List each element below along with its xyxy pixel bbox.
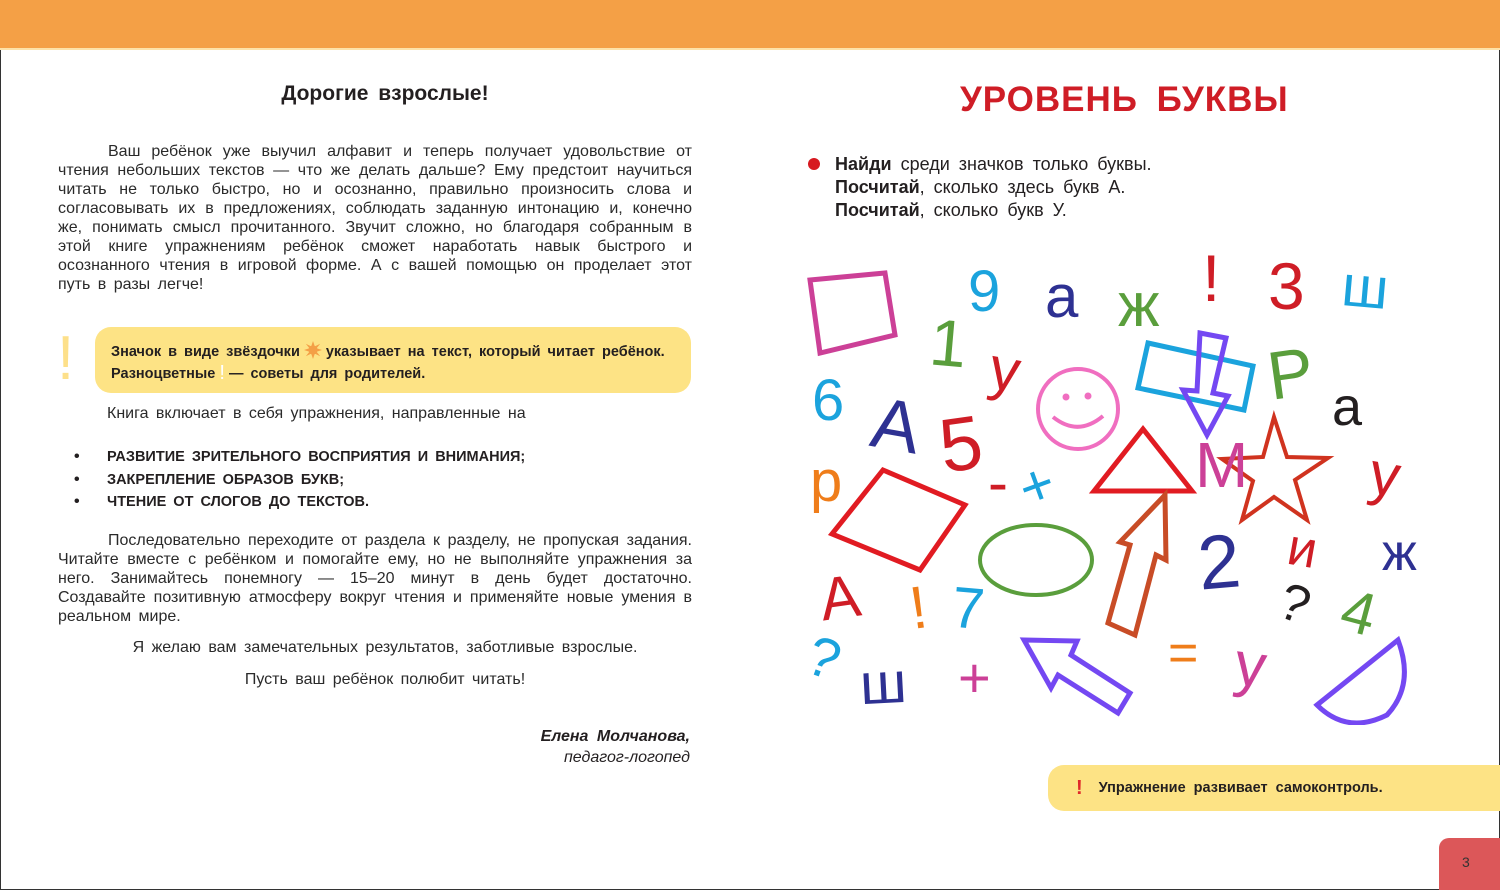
author-role: педагог-логопед xyxy=(564,749,690,766)
list-item: • ЗАКРЕПЛЕНИЕ ОБРАЗОВ БУКВ; xyxy=(72,469,525,492)
tip-box xyxy=(95,327,691,393)
advice-paragraph xyxy=(58,531,692,626)
star-burst-icon xyxy=(304,341,322,359)
green-ellipse-icon xyxy=(980,525,1092,595)
tip-text-1: Значок в виде звёздочки xyxy=(111,344,300,360)
note-box xyxy=(1048,765,1500,811)
task-line xyxy=(835,199,1152,222)
puzzle-glyph: 2 xyxy=(1194,518,1244,607)
puzzle-glyph: - xyxy=(988,449,1008,516)
puzzle-glyph: ? xyxy=(1270,571,1318,637)
pink-smiley-icon xyxy=(1038,369,1118,449)
puzzle-glyph: ! xyxy=(905,573,932,642)
puzzle-glyph: 5 xyxy=(934,399,988,490)
page-number: 3 xyxy=(1439,838,1500,890)
author-name: Елена Молчанова, xyxy=(540,728,690,745)
puzzle-glyph: ш xyxy=(858,649,909,718)
puzzle-glyph: 9 xyxy=(968,259,1001,324)
task-verb: Найди xyxy=(835,154,892,174)
advice-text: Последовательно переходите от раздела к разделу, не пропуская задания. Читайте вместе с ребёнком и помогайте ему, но не выполняйте упражнения за него. Занимайтесь понемногу — 15–20 минут в день будет достаточно. Создавайте позитивную атмосферу вокруг чтения и применяйте новые умения в реальном мире. xyxy=(58,532,692,625)
tip-text-2: указывает на текст, который читает ребёнок. Разноцветные xyxy=(111,344,665,382)
bullet-dot-icon xyxy=(808,158,820,170)
task-rest: , сколько букв У. xyxy=(919,200,1067,220)
puzzle-glyph: ш xyxy=(1339,253,1392,322)
puzzle-glyph: 6 xyxy=(812,368,845,433)
tip-text-3: — советы для родителей. xyxy=(228,366,426,382)
intro-paragraph xyxy=(58,142,692,294)
purple-half-circle-icon xyxy=(1317,640,1404,723)
puzzle-glyph: 3 xyxy=(1268,249,1305,323)
puzzle-glyph: А xyxy=(815,561,865,634)
puzzle-glyph: М xyxy=(1195,429,1249,501)
task-verb: Посчитай xyxy=(835,200,920,220)
puzzle-glyph: + xyxy=(958,646,991,709)
author-signature xyxy=(541,726,690,768)
pink-square-icon xyxy=(810,273,895,353)
purple-left-arrow-icon xyxy=(1024,640,1130,713)
puzzle-glyph: ? xyxy=(798,622,850,693)
puzzle-glyph: 4 xyxy=(1334,575,1384,650)
list-item: • РАЗВИТИЕ ЗРИТЕЛЬНОГО ВОСПРИЯТИЯ И ВНИМАНИЯ; xyxy=(72,446,525,469)
purple-down-arrow-icon xyxy=(1183,333,1228,435)
brown-up-arrow-icon xyxy=(1108,495,1166,635)
puzzle-glyph: ж xyxy=(1118,271,1160,340)
includes-lead: Книга включает в себя упражнения, направленные на xyxy=(107,405,526,422)
colored-exclamation-icon: ! xyxy=(219,362,225,384)
puzzle-glyph: + xyxy=(1009,449,1064,522)
right-page-title: УРОВЕНЬ БУКВЫ xyxy=(960,80,1289,119)
closing-line: Пусть ваш ребёнок полюбит читать! xyxy=(244,671,526,688)
task-line xyxy=(835,153,1152,176)
exclamation-icon: ! xyxy=(1076,777,1083,799)
note-text: Упражнение развивает самоконтроль. xyxy=(1098,780,1383,796)
task-line xyxy=(835,176,1152,199)
task-verb: Посчитай xyxy=(835,177,920,197)
list-item: • ЧТЕНИЕ ОТ СЛОГОВ ДО ТЕКСТОВ. xyxy=(72,491,525,514)
symbols-puzzle-area xyxy=(790,235,1450,725)
puzzle-glyph: у xyxy=(984,333,1026,406)
puzzle-glyph: а xyxy=(1045,263,1079,330)
puzzle-glyph: у xyxy=(1230,629,1271,702)
puzzle-glyph: ! xyxy=(1202,241,1221,315)
goals-list xyxy=(72,446,525,514)
puzzle-glyph: = xyxy=(1168,624,1199,682)
intro-text: Ваш ребёнок уже выучил алфавит и теперь получает удовольствие от чтения небольших текстов — что же делать дальше? Ему предстоит научиться читать не только быстро, но и осознанно, правильно произносить слова и согласовывать их в предложениях, соблюдать заданную интонацию и, конечно же, понимать смысл прочитанного. Звучит сложно, но благодаря собранным в этой книге упражнениям ребёнок сможет наработать навык быстрого и осознанного чтения в игровой форме. А с вашей помощью он проделает этот путь в разы легче! xyxy=(58,143,692,293)
puzzle-glyph: а xyxy=(1332,377,1363,437)
task-rest: среди значков только буквы. xyxy=(891,154,1152,174)
top-color-bar xyxy=(0,0,1500,50)
puzzle-glyph: р xyxy=(810,449,843,514)
puzzle-glyph: ж xyxy=(1382,524,1417,582)
task-rest: , сколько здесь букв А. xyxy=(919,177,1126,197)
puzzle-glyph: и xyxy=(1283,517,1322,581)
left-page-title: Дорогие взрослые! xyxy=(281,82,489,105)
puzzle-glyph: 7 xyxy=(949,574,988,643)
puzzle-glyph: 1 xyxy=(926,304,970,382)
puzzle-glyph: у xyxy=(1364,438,1406,511)
exclamation-icon: ! xyxy=(57,324,75,393)
task-instructions xyxy=(835,153,1152,222)
wish-line: Я желаю вам замечательных результатов, заботливые взрослые. xyxy=(132,639,638,656)
red-triangle-icon xyxy=(1094,429,1192,491)
puzzle-glyph: А xyxy=(865,382,927,470)
puzzle-glyph: Р xyxy=(1262,333,1319,415)
